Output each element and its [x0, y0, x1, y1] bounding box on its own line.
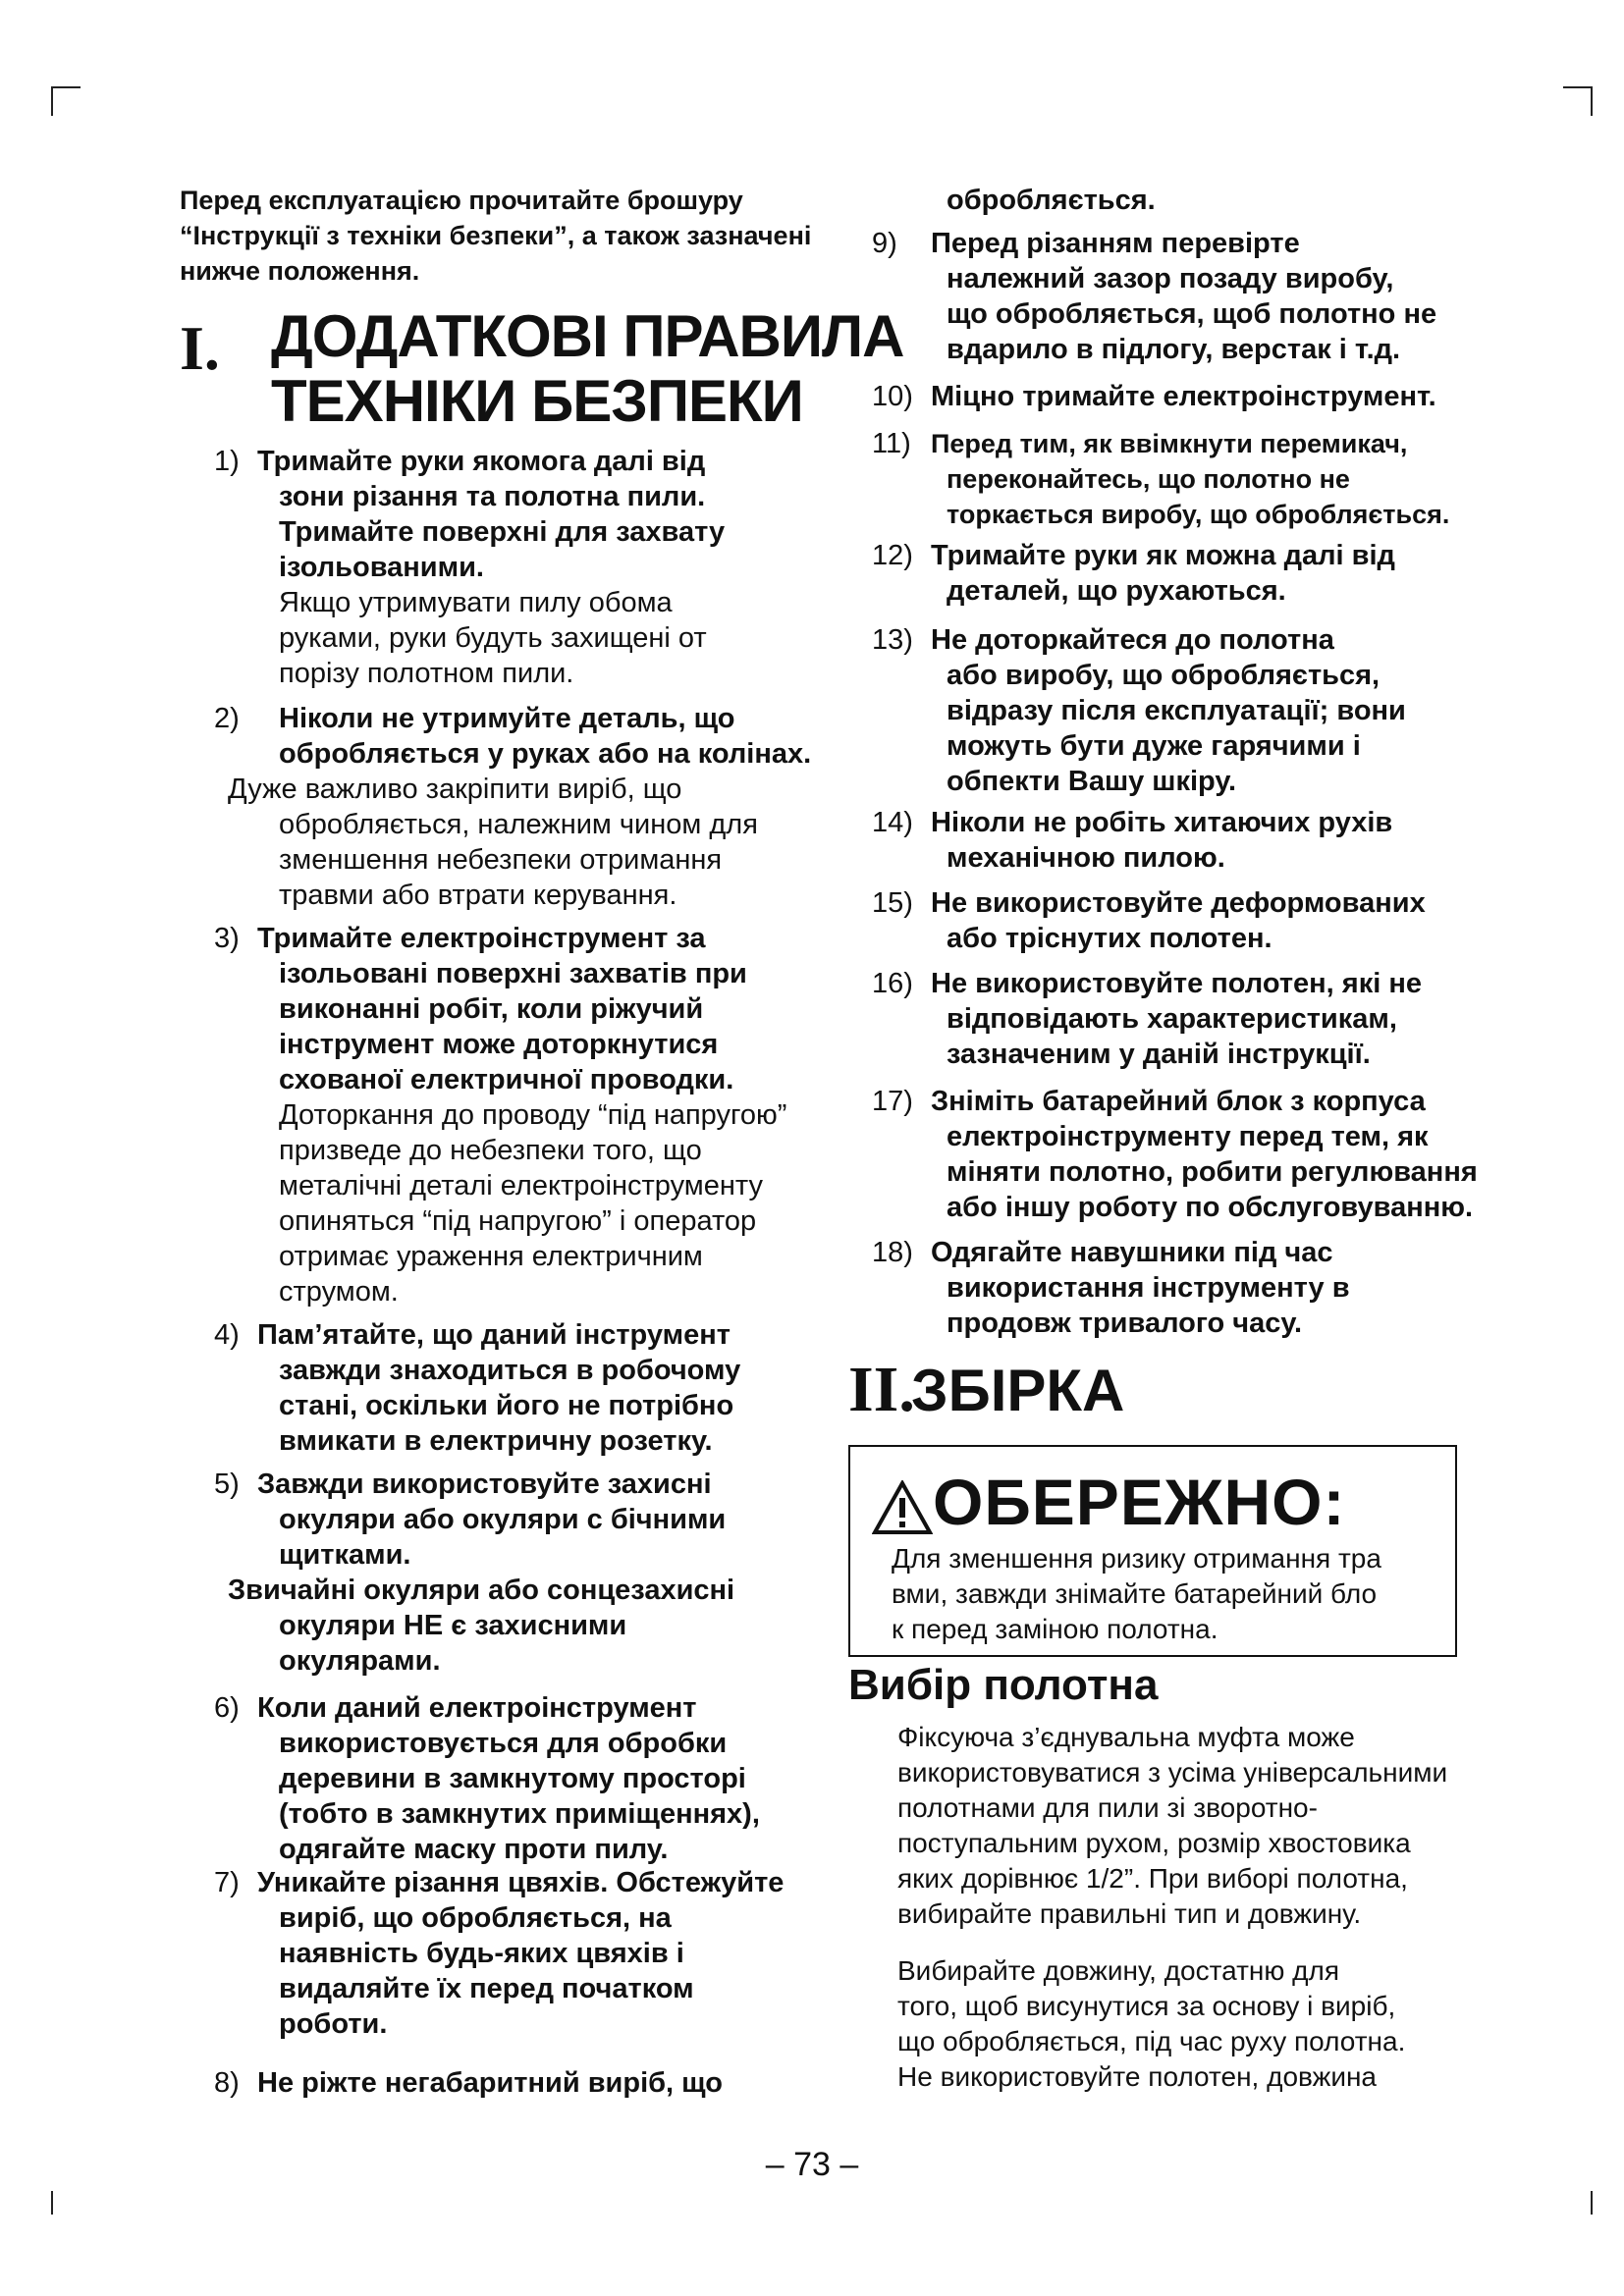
list-item-bold-line: стані, оскільки його не потрібно — [279, 1390, 734, 1421]
section-1-numeral: I. — [180, 313, 220, 383]
list-item-bold-line: одягайте маску проти пилу. — [279, 1834, 669, 1865]
list-item-bold-line: Тримайте руки як можна далі від — [931, 540, 1395, 571]
list-item-bold-line: Ніколи не утримуйте деталь, що — [279, 703, 735, 734]
list-item-number: 7) — [214, 1867, 240, 1898]
list-item-normal-line: струмом. — [279, 1276, 399, 1308]
list-item-bold-line: Пам’ятайте, що даний інструмент — [257, 1319, 731, 1351]
list-item-bold-line: або виробу, що обробляється, — [947, 660, 1380, 691]
list-item-bold-line: Зніміть батарейний блок з корпуса — [931, 1086, 1426, 1117]
list-item-bold-line: торкається виробу, що обробляється. — [947, 500, 1450, 529]
crop-mark-top-left-v — [51, 86, 53, 116]
list-item-bold-line: Не використовуйте полотен, які не — [931, 968, 1422, 999]
list-item-number: 18) — [872, 1237, 913, 1268]
list-item-number: 11) — [872, 428, 911, 459]
list-item-bold-line: або іншу роботу по обслуговуванню. — [947, 1192, 1474, 1223]
list-item-bold-line: виріб, що обробляється, на — [279, 1902, 672, 1934]
list-item-normal-line: обробляється, належним чином для — [279, 809, 758, 840]
section-1-title-line1: ДОДАТКОВІ ПРАВИЛА — [271, 303, 904, 369]
list-item-bold-line: деталей, що рухаються. — [947, 575, 1286, 607]
list-item-bold-line: Не доторкайтеся до полотна — [931, 624, 1334, 656]
list-item-normal-line: опиняться “під напругою” і оператор — [279, 1205, 757, 1237]
list-item-bold-line: завжди знаходиться в робочому — [279, 1355, 741, 1386]
list-item-number: 9) — [872, 228, 897, 259]
list-item-bold-line: виконанні робіт, коли ріжучий — [279, 993, 704, 1025]
blade-paragraph-line: того, щоб висунутися за основу і виріб, — [897, 1991, 1396, 2021]
section-1-title-line2: ТЕХНІКИ БЕЗПЕКИ — [271, 368, 803, 434]
blade-paragraph-line: яких дорівнює 1/2”. При виборі полотна, — [897, 1863, 1408, 1894]
blade-paragraph-line: вибирайте правильні тип и довжину. — [897, 1898, 1362, 1929]
list-item-number: 17) — [872, 1086, 913, 1117]
list-item-number: 8) — [214, 2067, 240, 2099]
blade-paragraph-line: полотнами для пили зі зворотно- — [897, 1792, 1318, 1823]
list-item-bold-line: інструмент може доторкнутися — [279, 1029, 719, 1060]
list-item-bold-line: Тримайте поверхні для захвату — [279, 516, 726, 548]
list-item-bold-line: використовується для обробки — [279, 1728, 728, 1759]
list-item-normal-line: порізу полотном пили. — [279, 658, 574, 689]
list-item-number: 6) — [214, 1692, 240, 1724]
list-item-normal-line: Якщо утримувати пилу обома — [279, 587, 673, 618]
list-item-bold-line: зони різання та полотна пили. — [279, 481, 706, 512]
list-item-bold-line: (тобто в замкнутих приміщеннях), — [279, 1798, 760, 1830]
list-item-bold-line: Перед тим, як ввімкнути перемикач, — [931, 429, 1408, 458]
blade-paragraph-line: Фіксуюча з’єднувальна муфта може — [897, 1722, 1355, 1752]
list-item-bold-line: Завжди використовуйте захисні — [257, 1468, 712, 1500]
list-item-bold-line: або тріснутих полотен. — [947, 923, 1272, 954]
crop-mark-bottom-right — [1591, 2191, 1593, 2215]
intro-line: нижче положення. — [180, 256, 420, 286]
intro-line: Перед експлуатацією прочитайте брошуру — [180, 186, 743, 215]
list-item-number: 14) — [872, 807, 913, 838]
list-item-bold-line: Міцно тримайте електроінструмент. — [931, 381, 1436, 412]
list-item-number: 16) — [872, 968, 913, 999]
list-item-bold-line: вдарило в підлогу, верстак і т.д. — [947, 334, 1401, 365]
list-item-bold-line: видаляйте їх перед початком — [279, 1973, 694, 2004]
list-item-bold-line: роботи. — [279, 2008, 388, 2040]
list-item-normal-line: Дуже важливо закріпити виріб, що — [228, 774, 682, 805]
section-2-title: ЗБІРКА — [911, 1358, 1125, 1423]
blade-paragraph-line: використовуватися з усіма універсальними — [897, 1757, 1448, 1788]
page-number: – 73 – — [765, 2146, 859, 2183]
list-item-bold-line: щитками. — [279, 1539, 411, 1571]
list-item-bold-line: вмикати в електричну розетку. — [279, 1425, 713, 1457]
intro-line: “Інструкції з техніки безпеки”, а також зазначені — [180, 221, 812, 250]
list-item-bold-line: відразу після експлуатації; вони — [947, 695, 1406, 726]
list-item-number: 2) — [214, 703, 240, 734]
list-item-number: 5) — [214, 1468, 240, 1500]
caution-title — [872, 1465, 1345, 1539]
list-item-bold-line: Коли даний електроінструмент — [257, 1692, 697, 1724]
blade-paragraph-line: Вибирайте довжину, достатню для — [897, 1955, 1339, 1986]
list-item-bold-line: електроінструменту перед тем, як — [947, 1121, 1429, 1152]
list-item-bold-line: механічною пилою. — [947, 842, 1225, 874]
list-item-number: 1) — [214, 446, 240, 477]
list-item-bold-line: схованої електричної проводки. — [279, 1064, 734, 1095]
list-item-bold-line: окулярами. — [279, 1645, 441, 1677]
list-item-bold-line: зазначеним у даній інструкції. — [947, 1039, 1371, 1070]
list-item-normal-line: зменшення небезпеки отримання — [279, 844, 723, 876]
list-item-bold-line: ізольовані поверхні захватів при — [279, 958, 747, 989]
list-item-normal-line: травми або втрати керування. — [279, 880, 677, 911]
list-item-bold-line: Тримайте руки якомога далі від — [257, 446, 706, 477]
crop-mark-top-right-h — [1563, 86, 1593, 88]
list-item-normal-line: призведе до небезпеки того, що — [279, 1135, 702, 1166]
warning-triangle-icon — [872, 1480, 933, 1535]
list-item-number: 3) — [214, 923, 240, 954]
list-item-bold-line: ізольованими. — [279, 552, 484, 583]
list-item-bold-line: наявність будь-яких цвяхів і — [279, 1938, 684, 1969]
list-item-bold-line: деревини в замкнутому просторі — [279, 1763, 746, 1794]
list-item-bold-line: використання інструменту в — [947, 1272, 1350, 1304]
list-item-number: 4) — [214, 1319, 240, 1351]
list-item-normal-line: Доторкання до проводу “під напругою” — [279, 1099, 787, 1131]
list-item-normal-line: металічні деталі електроінструменту — [279, 1170, 763, 1201]
list-item-bold-line: обробляється у руках або на колінах. — [279, 738, 812, 770]
list-item-bold-line: міняти полотно, робити регулювання — [947, 1156, 1478, 1188]
list-item-bold-line: Перед різанням перевірте — [931, 228, 1300, 259]
list-item-bold-line: продовж тривалого часу. — [947, 1308, 1303, 1339]
list-item-number: 15) — [872, 887, 913, 919]
caution-line: Для зменшення ризику отримання тра — [892, 1543, 1381, 1574]
list-item-bold-line: Одягайте навушники під час — [931, 1237, 1333, 1268]
list-item-bold-line: можуть бути дуже гарячими і — [947, 730, 1361, 762]
blade-selection-title: Вибір полотна — [848, 1661, 1159, 1709]
list-item-normal-line: руками, руки будуть захищені от — [279, 622, 707, 654]
blade-paragraph-line: Не використовуйте полотен, довжина — [897, 2061, 1377, 2092]
intro-paragraph — [180, 183, 887, 289]
list-item-normal-line: отримає ураження електричним — [279, 1241, 703, 1272]
list-item-bold-line: Звичайні окуляри або сонцезахисні — [228, 1575, 735, 1606]
list-item-bold-line: обпекти Вашу шкіру. — [947, 766, 1237, 797]
list-item-number: 13) — [872, 624, 913, 656]
crop-mark-top-right-v — [1591, 86, 1593, 116]
list-item-bold-line: Не використовуйте деформованих — [931, 887, 1426, 919]
caution-box — [848, 1445, 1457, 1657]
list-item-bold-line: Ніколи не робіть хитаючих рухів — [931, 807, 1393, 838]
crop-mark-top-left-h — [51, 86, 81, 88]
section-2-numeral: II. — [848, 1354, 915, 1425]
caution-title-text: ОБЕРЕЖНО: — [933, 1466, 1346, 1538]
list-item-bold-line: обробляється. — [947, 185, 1156, 216]
list-item-bold-line: окуляри НЕ є захисними — [279, 1610, 627, 1641]
list-item-bold-line: що обробляється, щоб полотно не — [947, 298, 1437, 330]
list-item-bold-line: відповідають характеристикам, — [947, 1003, 1397, 1035]
blade-paragraph-line: поступальним рухом, розмір хвостовика — [897, 1828, 1411, 1858]
caution-line: к перед заміною полотна. — [892, 1614, 1218, 1644]
list-item-bold-line: Уникайте різання цвяхів. Обстежуйте — [257, 1867, 785, 1898]
list-item-bold-line: переконайтесь, що полотно не — [947, 464, 1350, 494]
blade-paragraph-line: що обробляється, під час руху полотна. — [897, 2026, 1406, 2056]
crop-mark-bottom-left — [51, 2191, 53, 2215]
list-item-bold-line: Не ріжте негабаритний виріб, що — [257, 2067, 723, 2099]
list-item-bold-line: належний зазор позаду виробу, — [947, 263, 1394, 294]
list-item-bold-line: окуляри або окуляри с бічними — [279, 1504, 727, 1535]
list-item-number: 12) — [872, 540, 913, 571]
list-item-bold-line: Тримайте електроінструмент за — [257, 923, 706, 954]
caution-line: вми, завжди знімайте батарейний бло — [892, 1578, 1378, 1609]
list-item-number: 10) — [872, 381, 913, 412]
